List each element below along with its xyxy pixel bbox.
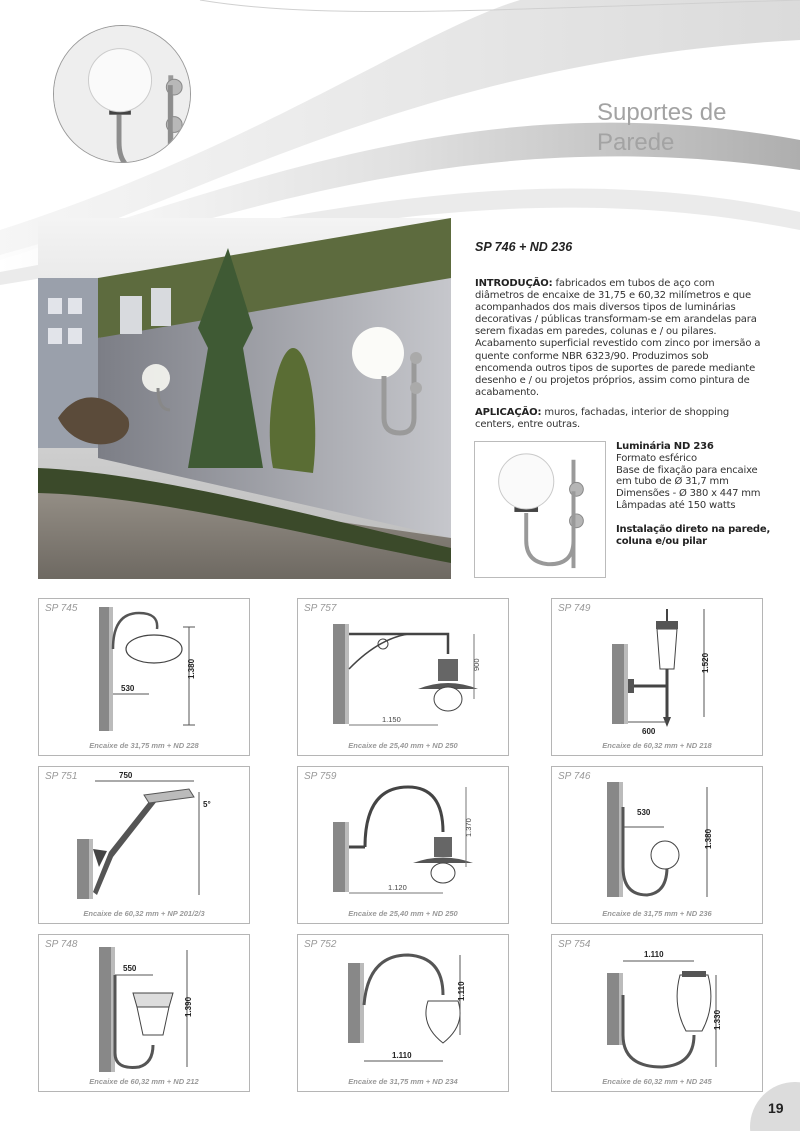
dimension-angle: 5° (203, 800, 211, 809)
spec-line: Dimensões - Ø 380 x 447 mm (616, 488, 761, 500)
dimension-width: 550 (123, 964, 137, 973)
page-title (597, 98, 787, 158)
dimension-width: 530 (121, 684, 135, 693)
intro-paragraph (475, 278, 765, 399)
dimension-height: 1.380 (187, 658, 196, 679)
product-card-sp746 (551, 766, 763, 924)
hero-lamp-image (53, 25, 191, 163)
product-code: SP 759 (304, 771, 337, 782)
product-caption: Encaixe de 25,40 mm + ND 250 (348, 909, 458, 918)
install-line-2: coluna e/ou pilar (616, 535, 707, 547)
sp752-drawing (298, 935, 508, 1091)
product-card-sp759 (297, 766, 509, 924)
dimension-height: 1.370 (464, 818, 473, 837)
product-card-sp751 (38, 766, 250, 924)
intro-text: fabricados em tubos de aço com diâmetros de encaixe de 31,75 e 60,32 milímetros e que acompanhados dos mais diversos tipos de luminárias decorativas / públicas transformam-se em arandelas para serem fixadas em paredes, colunas e / ou pilares. Acabamento superficial revestido com zinco por imersão a quente conforme NBR 6323/90. Produzimos sob encomenda outros tipos de suportes de parede mediante desenho e / ou projetos próprios, assim como pintura de acabamento. (475, 278, 761, 398)
title-line-1: Suportes de (597, 99, 727, 126)
dimension-width: 1.150 (382, 715, 401, 724)
product-card-sp745 (38, 598, 250, 756)
dimension-height: 1.330 (713, 1009, 722, 1030)
dimension-width: 530 (637, 808, 651, 817)
product-caption: Encaixe de 60,32 mm + ND 218 (602, 741, 712, 750)
product-code: SP 752 (304, 939, 337, 950)
product-card-sp754 (551, 934, 763, 1092)
product-code: SP 749 (558, 603, 591, 614)
luminaire-product-image (474, 441, 606, 578)
product-card-sp752 (297, 934, 509, 1092)
dimension-height: 1.520 (701, 652, 710, 673)
sp757-drawing (298, 599, 508, 755)
sp751-drawing (39, 767, 249, 923)
product-code: SP 748 (45, 939, 78, 950)
product-caption: Encaixe de 25,40 mm + ND 250 (348, 741, 458, 750)
product-card-sp757 (297, 598, 509, 756)
install-line-1: Instalação direto na parede, (616, 523, 771, 535)
sp748-drawing (39, 935, 249, 1091)
product-card-sp748 (38, 934, 250, 1092)
product-caption: Encaixe de 60,32 mm + NP 201/2/3 (83, 909, 205, 918)
spec-line: Formato esférico (616, 452, 697, 464)
sp746-drawing (552, 767, 762, 923)
product-caption: Encaixe de 60,32 mm + ND 212 (89, 1077, 199, 1086)
product-code: SP 754 (558, 939, 591, 950)
building-photo (38, 218, 451, 579)
dimension-width: 1.110 (392, 1051, 412, 1060)
dimension-width: 600 (642, 727, 656, 736)
sp745-drawing (39, 599, 249, 755)
dimension-height: 1.380 (704, 828, 713, 849)
spec-line: em tubo de Ø 31,7 mm (616, 476, 729, 488)
product-caption: Encaixe de 60,32 mm + ND 245 (602, 1077, 712, 1086)
product-caption: Encaixe de 31,75 mm + ND 234 (348, 1077, 458, 1086)
intro-label: INTRODUÇÃO: (475, 278, 553, 289)
product-code: SP 757 (304, 603, 337, 614)
sp754-drawing (552, 935, 762, 1091)
dimension-height: 900 (472, 658, 481, 671)
install-note (616, 524, 786, 548)
application-paragraph (475, 407, 765, 431)
spec-line: Base de fixação para encaixe (616, 464, 758, 476)
product-code: SP 745 (45, 603, 78, 614)
title-line-2: Parede (597, 129, 675, 156)
sp759-drawing (298, 767, 508, 923)
application-label: APLICAÇÃO: (475, 407, 542, 418)
dimension-height: 1.390 (184, 996, 193, 1017)
product-code: SP 746 (558, 771, 591, 782)
dimension-width: 1.110 (644, 950, 664, 959)
luminaire-spec (616, 441, 786, 547)
dimension-height: 1.110 (457, 981, 466, 1001)
page-number: 19 (768, 1100, 784, 1116)
product-code: SP 751 (45, 771, 78, 782)
product-title: SP 746 + ND 236 (475, 240, 573, 254)
product-caption: Encaixe de 31,75 mm + ND 236 (602, 909, 712, 918)
product-caption: Encaixe de 31,75 mm + ND 228 (89, 741, 199, 750)
application-text: muros, fachadas, interior de shopping centers, entre outras. (475, 407, 730, 431)
dimension-width: 1.120 (388, 883, 407, 892)
sp749-drawing (552, 599, 762, 755)
spec-title: Luminária ND 236 (616, 441, 714, 452)
spec-line: Lâmpadas até 150 watts (616, 499, 736, 511)
product-card-sp749 (551, 598, 763, 756)
dimension-width: 750 (119, 771, 133, 780)
